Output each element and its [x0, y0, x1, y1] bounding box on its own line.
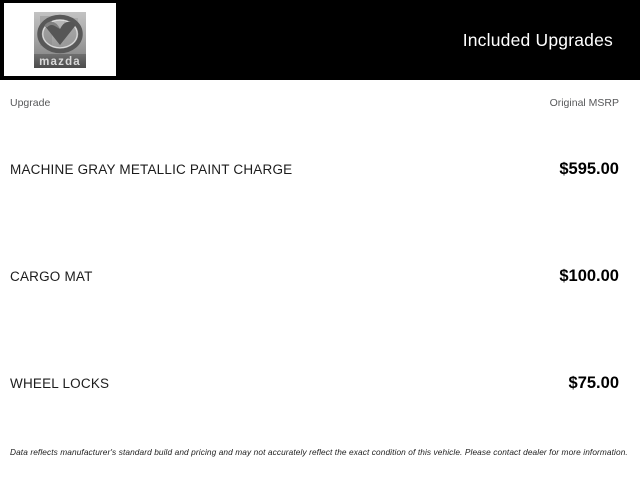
- upgrades-table: [0, 116, 640, 437]
- table-row: [0, 330, 640, 437]
- header-bar: [0, 0, 640, 80]
- column-header-upgrade: Upgrade: [10, 97, 51, 109]
- mazda-wordmark: mazda: [39, 55, 81, 68]
- mazda-logo-icon: [34, 12, 86, 68]
- disclaimer-text: Data reflects manufacturer's standard build and pricing and may not accurately reflect the exact condition of this vehicle. Please contact dealer for more information.: [10, 447, 628, 457]
- upgrade-msrp: $100.00: [559, 267, 619, 285]
- table-row: [0, 223, 640, 330]
- upgrade-msrp: $595.00: [559, 160, 619, 178]
- upgrade-name: WHEEL LOCKS: [10, 376, 110, 391]
- upgrade-name: CARGO MAT: [10, 269, 93, 284]
- table-column-headers: [0, 80, 640, 116]
- upgrade-msrp: $75.00: [568, 374, 619, 392]
- mazda-logo: [4, 3, 116, 76]
- table-row: [0, 116, 640, 223]
- column-header-original-msrp: Original MSRP: [549, 97, 619, 109]
- upgrade-name: MACHINE GRAY METALLIC PAINT CHARGE: [10, 162, 293, 177]
- page-title: Included Upgrades: [462, 30, 613, 50]
